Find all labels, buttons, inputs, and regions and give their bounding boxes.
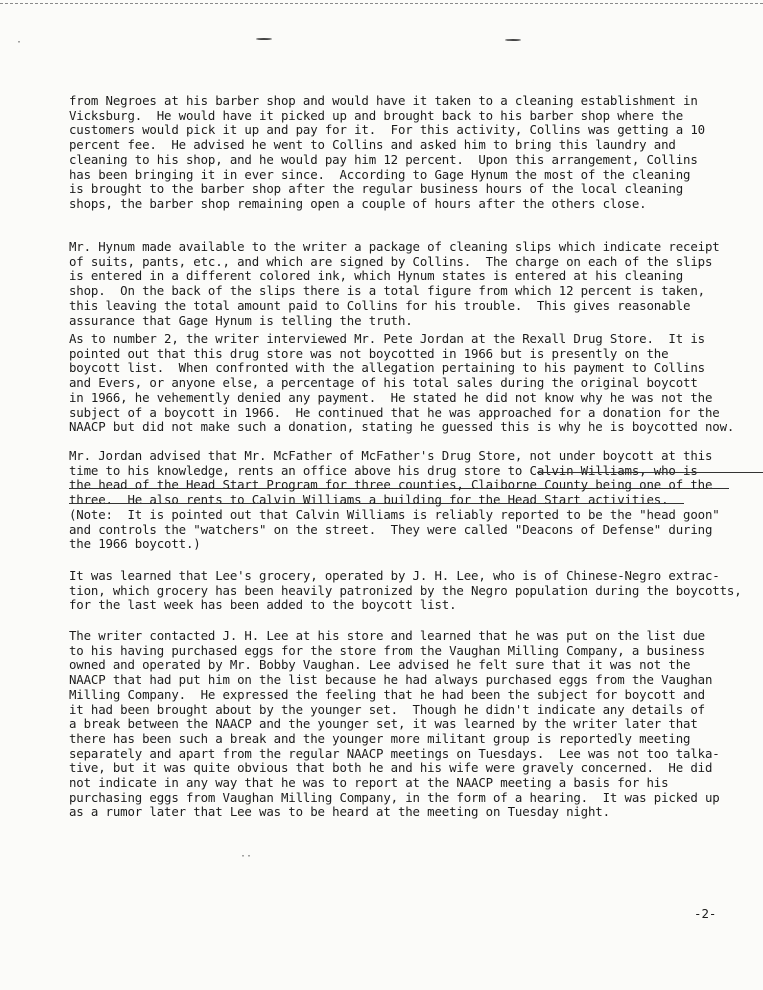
paragraph-lee-grocery: It was learned that Lee's grocery, operated by J. H. Lee, who is of Chinese-Negro extrac- tion, which grocery has been heavily patronized by the Negro population during the boycotts, for the last week has been added to the boycott list. (69, 568, 742, 613)
paragraph-barber-shop-cleaning: from Negroes at his barber shop and would have it taken to a cleaning establishment in Vicksburg. He would have it picked up and brought back to his barber shop where the customers would pick it up and pay for it. For this activity, Collins was getting a 10 percent fee. He advised he went to Collins and asked him to bring this laundry and cleaning to his shop, and he would pay him 12 percent. Upon this arrangement, Collins has been bringing it in ever since. According to Gage Hynum the most of the cleaning is brought to the barber shop after the regular business hours of the local cleaning shops, the barber shop remaining open a couple of hours after the others close. (69, 93, 705, 211)
paragraph-mcfather-drug-store: Mr. Jordan advised that Mr. McFather of McFather's Drug Store, not under boycott at this time to his knowledge, rents an office above his drug store to Calvin Williams, who is the head of the Head Start Program for three counties, Claiborne County being one of the three. He also rents to Calvin Williams a building for the Head Start activities. (Note: It is pointed out that Calvin Williams is reliably reported to be the "head goon" and controls the "watchers" on the street. They were called "Deacons of Defense" during the 1966 boycott.) (69, 448, 720, 552)
scan-speck: · (16, 37, 23, 48)
punch-mark-left (256, 38, 272, 40)
top-dashed-rule (0, 3, 763, 4)
strikethrough-line (537, 472, 763, 473)
strikethrough-line (69, 488, 729, 489)
page-number: -2- (694, 906, 717, 921)
punch-mark-right (505, 39, 521, 41)
paragraph-rexall-drug-store: As to number 2, the writer interviewed Mr. Pete Jordan at the Rexall Drug Store. It is pointed out that this drug store was not boycotted in 1966 but is presently on the boycott list. When confronted with the allegation pertaining to his payment to Collins and Evers, or anyone else, a percentage of his total sales during the original boycott in 1966, he vehemently denied any payment. He stated he did not know why he was not the subject of a boycott in 1966. He continued that he was approached for a donation for the NAACP but did not make such a donation, stating he guessed this is why he is boycotted now. (69, 331, 735, 435)
scan-speck: ·· (240, 851, 253, 862)
paragraph-cleaning-slips: Mr. Hynum made available to the writer a package of cleaning slips which indicate receipt of suits, pants, etc., and which are signed by Collins. The charge on each of the slips is entered in a different colored ink, which Hynum states is entered at his cleaning shop. On the back of the slips there is a total figure from which 12 percent is taken, this leaving the total amount paid to Collins for his trouble. This gives reasonable assurance that Gage Hynum is telling the truth. (69, 239, 720, 328)
paragraph-lee-interview: The writer contacted J. H. Lee at his store and learned that he was put on the list due to his having purchased eggs for the store from the Vaughan Milling Company, a business owned and operated by Mr. Bobby Vaughan. Lee advised he felt sure that it was not the NAACP that had put him on the list because he had always purchased eggs from the Vaughan Milling Company. He expressed the feeling that he had been the subject for boycott and it had been brought about by the younger set. Though he didn't indicate any details of a break between the NAACP and the younger set, it was learned by the writer later that there has been such a break and the younger more militant group is reportedly meeting separately and apart from the regular NAACP meetings on Tuesdays. Lee was not too talka- tive, but it was quite obvious that both he and his wife were gravely concerned. He did not indicate in any way that he was to report at the NAACP meeting a basis for his purchasing eggs from Vaughan Milling Company, in the form of a hearing. It was picked up as a rumor later that Lee was to be heard at the meeting on Tuesday night. (69, 628, 720, 820)
strikethrough-line (69, 503, 684, 504)
